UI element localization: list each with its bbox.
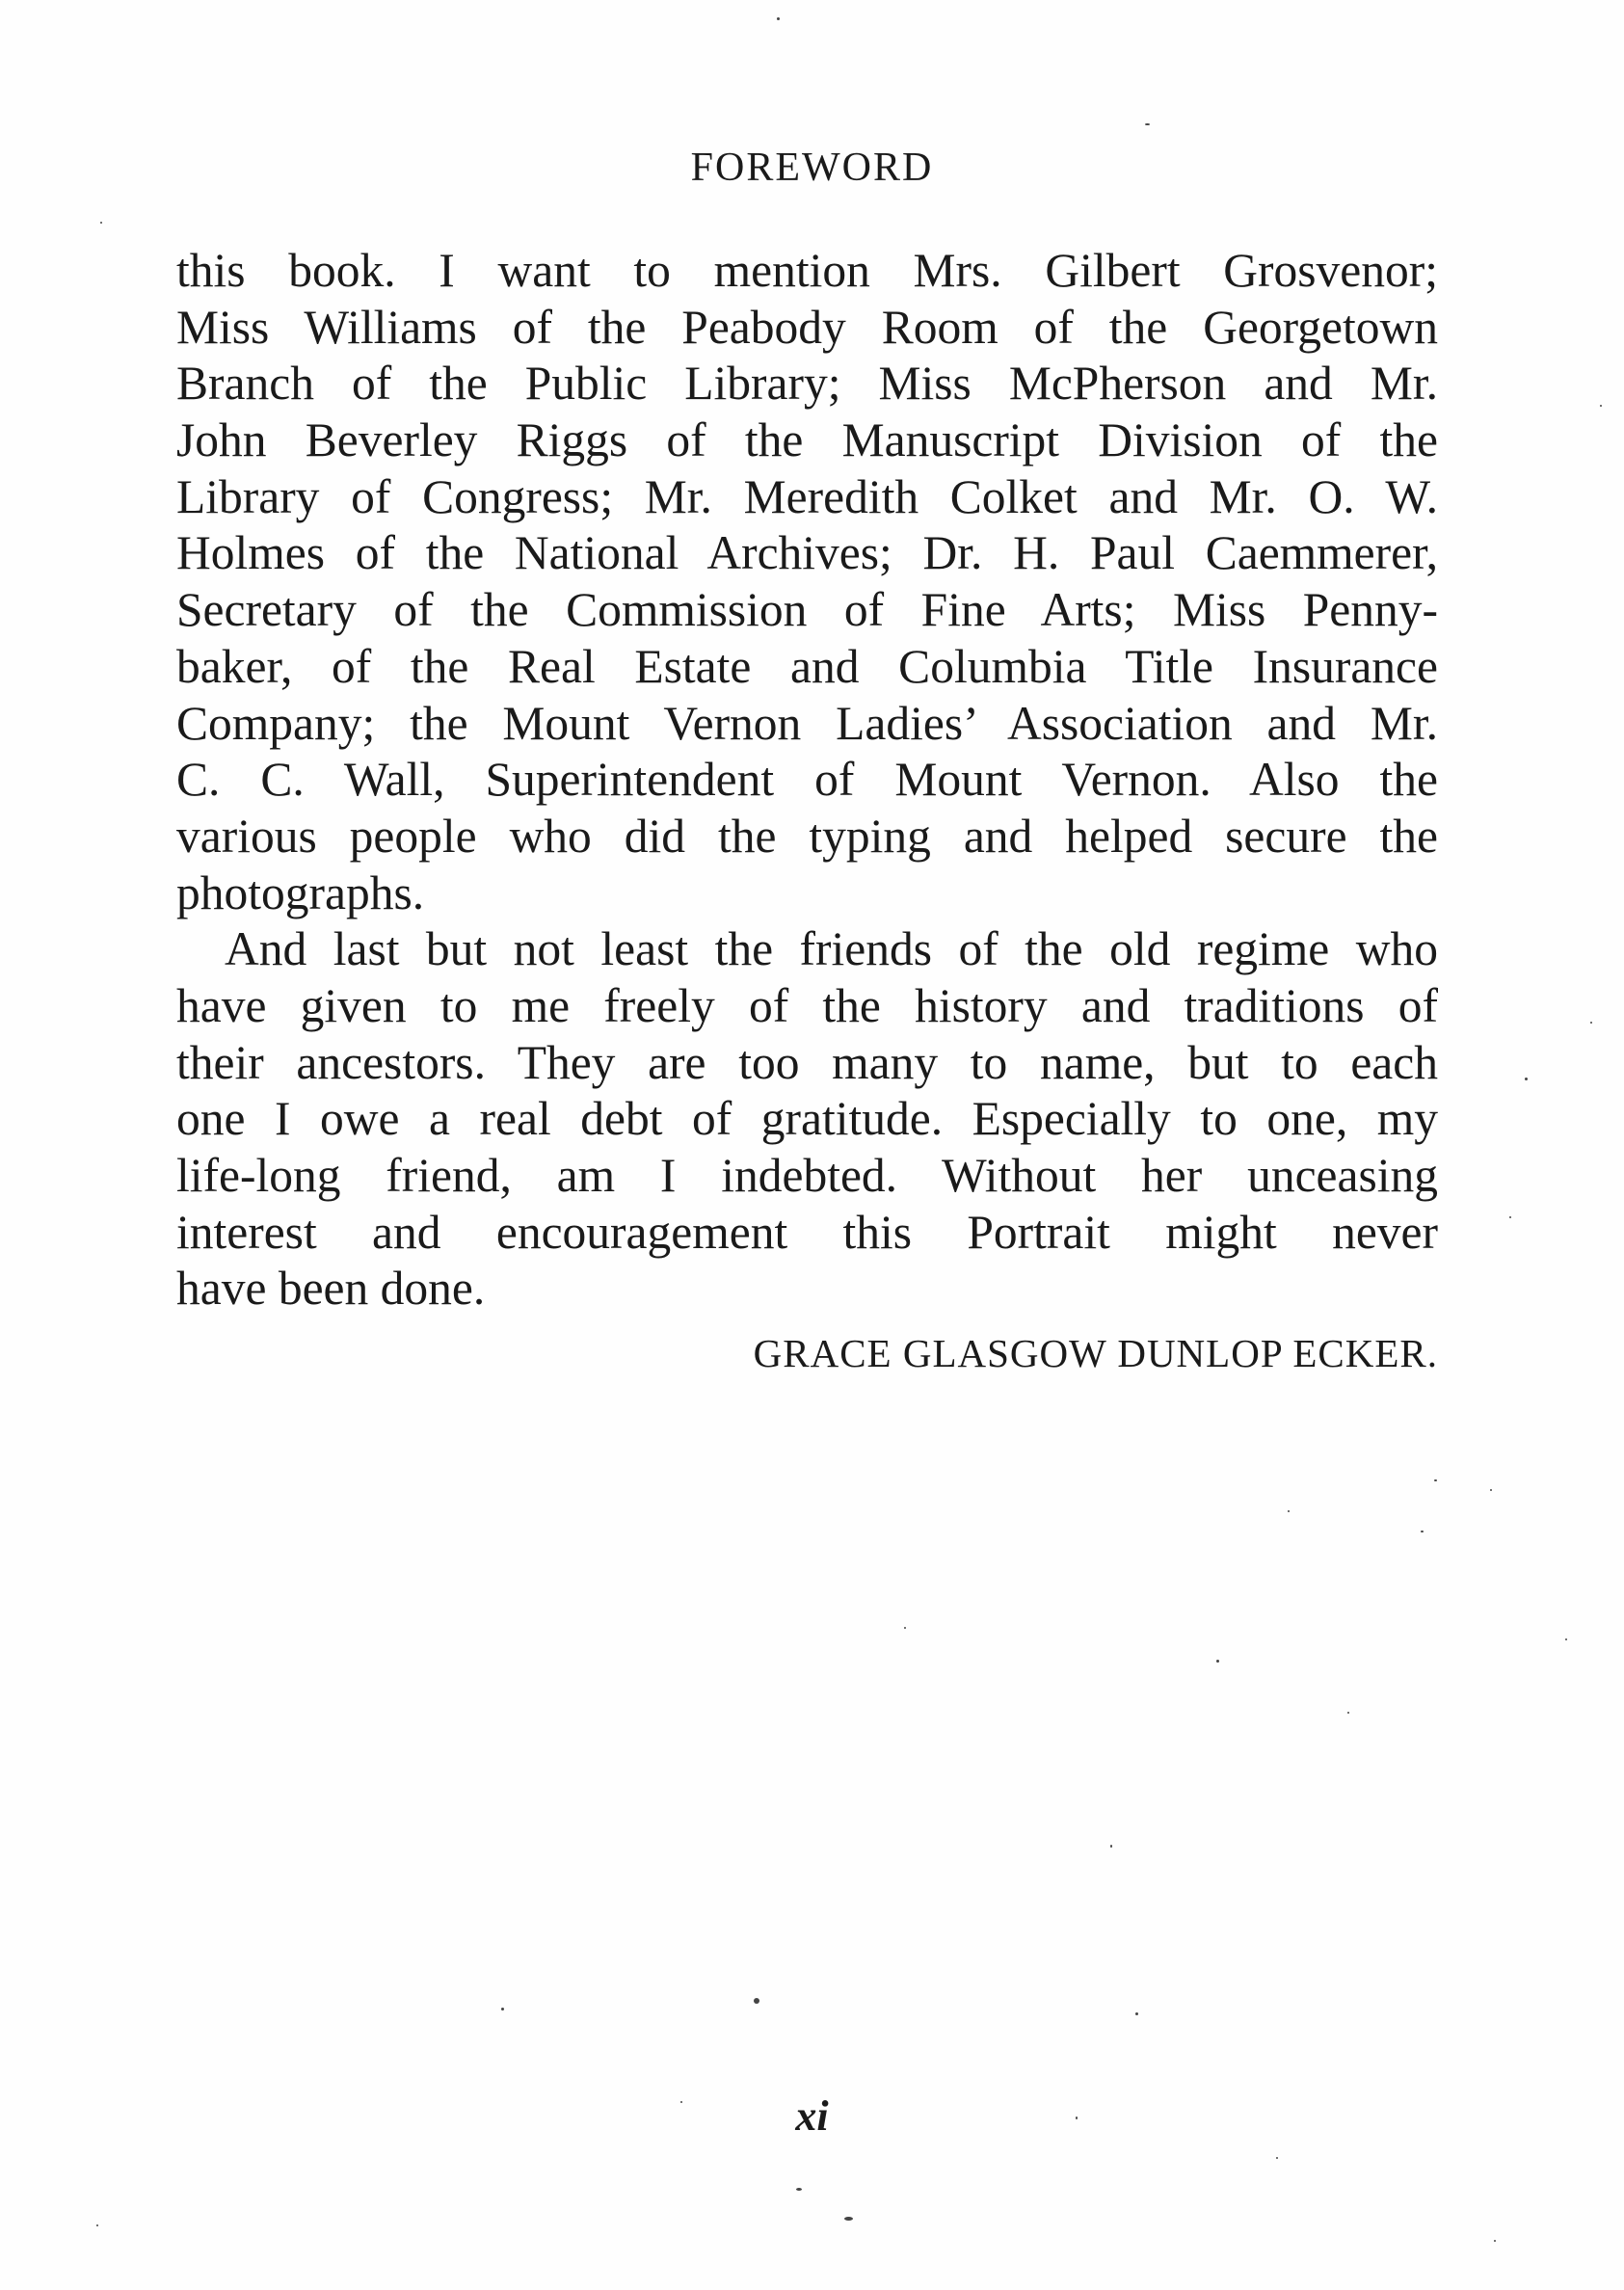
- scan-speck: [1421, 1531, 1424, 1532]
- text-line: have been done.: [176, 1262, 486, 1316]
- scan-speck: [1288, 1510, 1290, 1512]
- paragraph-2: [176, 921, 1438, 1318]
- scan-speck: [1434, 1479, 1437, 1481]
- text-line: John Beverley Riggs of the Manuscript Division of the: [176, 413, 1438, 467]
- text-line: Branch of the Public Library; Miss McPherson and Mr.: [176, 357, 1438, 411]
- scan-speck: [1276, 2157, 1278, 2159]
- scan-speck: [754, 1998, 759, 2004]
- scan-speck: [796, 2188, 802, 2191]
- author-signature: GRACE GLASGOW DUNLOP ECKER.: [753, 1331, 1438, 1375]
- text-line: baker, of the Real Estate and Columbia Title Insurance: [176, 639, 1438, 693]
- scan-speck: [680, 2101, 682, 2103]
- scan-speck: [1145, 123, 1150, 125]
- scan-speck: [844, 2217, 853, 2221]
- running-head: FOREWORD: [690, 146, 934, 190]
- scan-speck: [777, 17, 780, 20]
- scan-speck: [501, 2008, 504, 2010]
- page-number: xi: [795, 2092, 829, 2140]
- text-line: one I owe a real debt of gratitude. Especially to one, my: [176, 1092, 1438, 1146]
- text-line: C. C. Wall, Superintendent of Mount Vernon. Also the: [176, 753, 1438, 807]
- scan-speck: [1590, 1022, 1592, 1024]
- text-line: their ancestors. They are too many to name, but to each: [176, 1035, 1438, 1089]
- scan-speck: [1135, 2012, 1138, 2015]
- scan-speck: [1347, 1712, 1349, 1714]
- text-line: interest and encouragement this Portrait might never: [176, 1205, 1438, 1259]
- scan-speck: [1565, 1638, 1567, 1640]
- text-line: Holmes of the National Archives; Dr. H. Paul Caemmerer,: [176, 526, 1438, 580]
- scan-speck: [1600, 405, 1602, 407]
- foreword-body: [176, 243, 1438, 1318]
- scan-speck: [1076, 2117, 1078, 2119]
- scan-speck: [1216, 1660, 1219, 1663]
- scan-speck: [904, 1627, 906, 1629]
- text-line: life-long friend, am I indebted. Without her unceasing: [176, 1149, 1438, 1202]
- text-line: various people who did the typing and helped secure the: [176, 809, 1438, 863]
- text-line: Library of Congress; Mr. Meredith Colket and Mr. O. W.: [176, 469, 1438, 523]
- scan-speck: [96, 2224, 98, 2226]
- scan-speck: [100, 222, 102, 224]
- text-line: photographs.: [176, 865, 425, 919]
- text-line: Company; the Mount Vernon Ladies’ Association and Mr.: [176, 696, 1438, 750]
- paragraph-1: [176, 243, 1438, 921]
- text-line: Secretary of the Commission of Fine Arts; Miss Penny-: [176, 583, 1438, 637]
- scan-speck: [1110, 1845, 1112, 1848]
- scan-speck: [1494, 2240, 1496, 2242]
- scan-speck: [1509, 1216, 1511, 1218]
- text-line: have given to me freely of the history and traditions of: [176, 978, 1438, 1032]
- scan-speck: [1490, 1489, 1492, 1491]
- text-line: this book. I want to mention Mrs. Gilbert Grosvenor;: [176, 244, 1438, 297]
- scan-speck: [1525, 1078, 1528, 1080]
- text-line: Miss Williams of the Peabody Room of the Georgetown: [176, 300, 1438, 354]
- text-line: And last but not least the friends of the old regime who: [225, 922, 1438, 976]
